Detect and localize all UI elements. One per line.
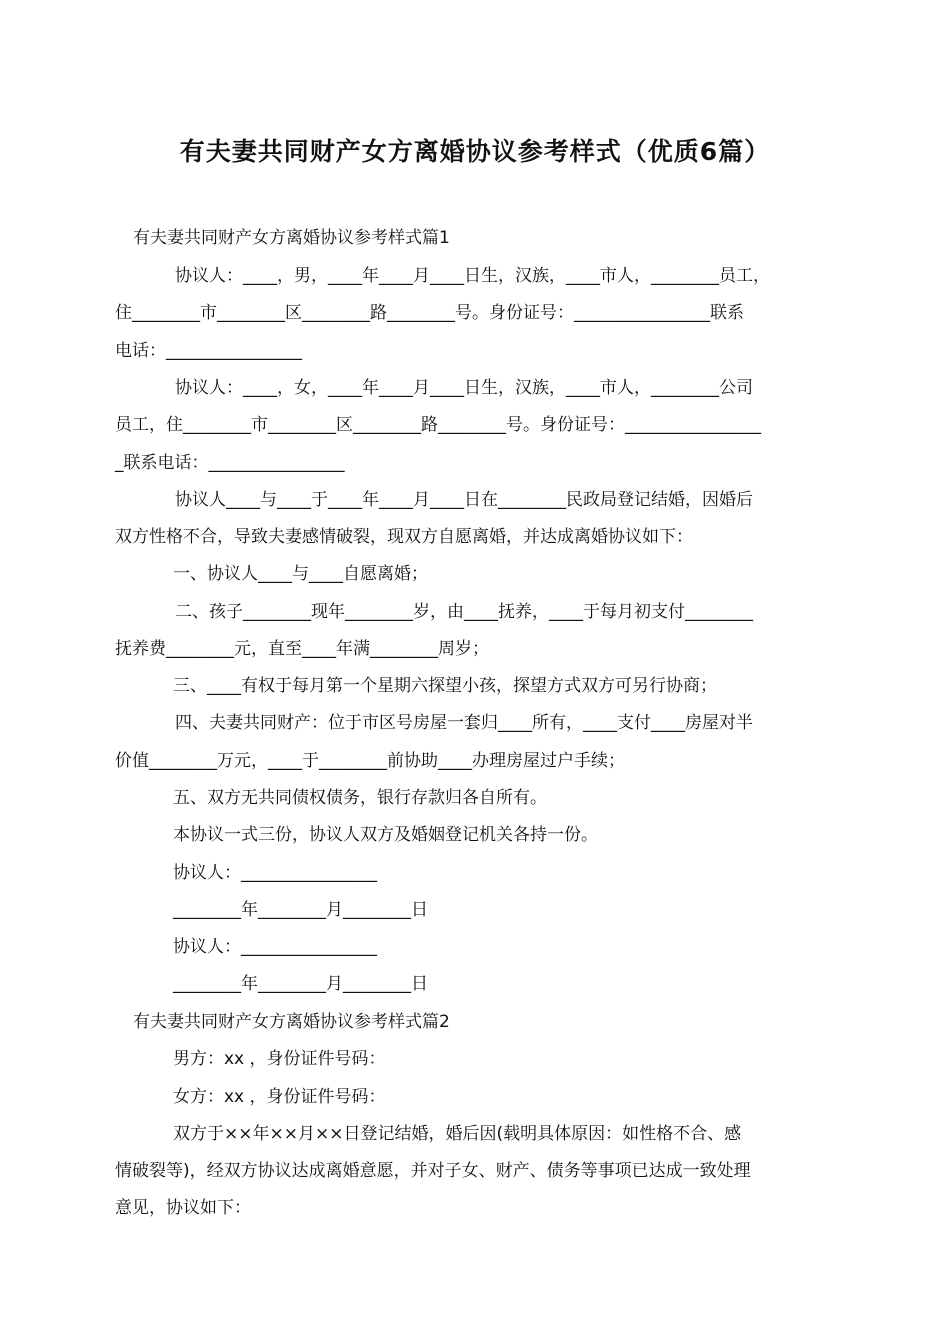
document-title: 有夫妻共同财产女方离婚协议参考样式（优质6篇） xyxy=(179,137,771,166)
clause-line: 价值________万元，____于________前协助____办理房屋过户手续； xyxy=(115,751,625,771)
paragraph-line: 协议人：____，女，____年____月____日生，汉族，____市人，________公司 xyxy=(175,378,753,398)
paragraph-line: 本协议一式三份，协议人双方及婚姻登记机关各持一份。 xyxy=(173,825,598,845)
paragraph-line: 协议人：____，男，____年____月____日生，汉族，____市人，________员工， xyxy=(175,266,770,286)
signature-line: 协议人：________________ xyxy=(173,863,377,883)
clause-line: 二、孩子________现年________岁，由____抚养，____于每月初支付________ xyxy=(175,602,753,622)
paragraph-line: 住________市________区________路________号。身份证号：________________联系 xyxy=(115,303,744,323)
date-line: ________年________月________日 xyxy=(173,900,428,920)
paragraph-line: 情破裂等)，经双方协议达成离婚意愿，并对子女、财产、债务等事项已达成一致处理 xyxy=(115,1161,751,1181)
date-line: ________年________月________日 xyxy=(173,974,428,994)
section-heading: 有夫妻共同财产女方离婚协议参考样式篇2 xyxy=(133,1012,450,1032)
paragraph-line: _联系电话：________________ xyxy=(115,453,345,473)
paragraph-line: 双方性格不合，导致夫妻感情破裂，现双方自愿离婚，并达成离婚协议如下： xyxy=(115,527,693,547)
paragraph-line: 员工，住________市________区________路________号。身份证号：________________ xyxy=(115,415,761,435)
paragraph-line: 电话：________________ xyxy=(115,341,302,361)
clause-line: 三、____有权于每月第一个星期六探望小孩，探望方式双方可另行协商； xyxy=(173,676,717,696)
paragraph-line: 意见，协议如下： xyxy=(115,1198,251,1218)
section-heading: 有夫妻共同财产女方离婚协议参考样式篇1 xyxy=(133,228,450,248)
paragraph-line: 协议人____与____于____年____月____日在________民政局登记结婚，因婚后 xyxy=(175,490,753,510)
clause-line: 四、夫妻共同财产：位于市区号房屋一套归____所有，____支付____房屋对半 xyxy=(175,713,753,733)
signature-line: 协议人：________________ xyxy=(173,937,377,957)
paragraph-line: 双方于××年××月××日登记结婚，婚后因(载明具体原因：如性格不合、感 xyxy=(173,1124,742,1144)
party-line: 男方：xx ，身份证件号码： xyxy=(173,1049,386,1069)
clause-line: 一、协议人____与____自愿离婚； xyxy=(173,564,428,584)
clause-line: 五、双方无共同债权债务，银行存款归各自所有。 xyxy=(173,788,547,808)
party-line: 女方：xx ，身份证件号码： xyxy=(173,1087,386,1107)
clause-line: 抚养费________元，直至____年满________周岁； xyxy=(115,639,489,659)
